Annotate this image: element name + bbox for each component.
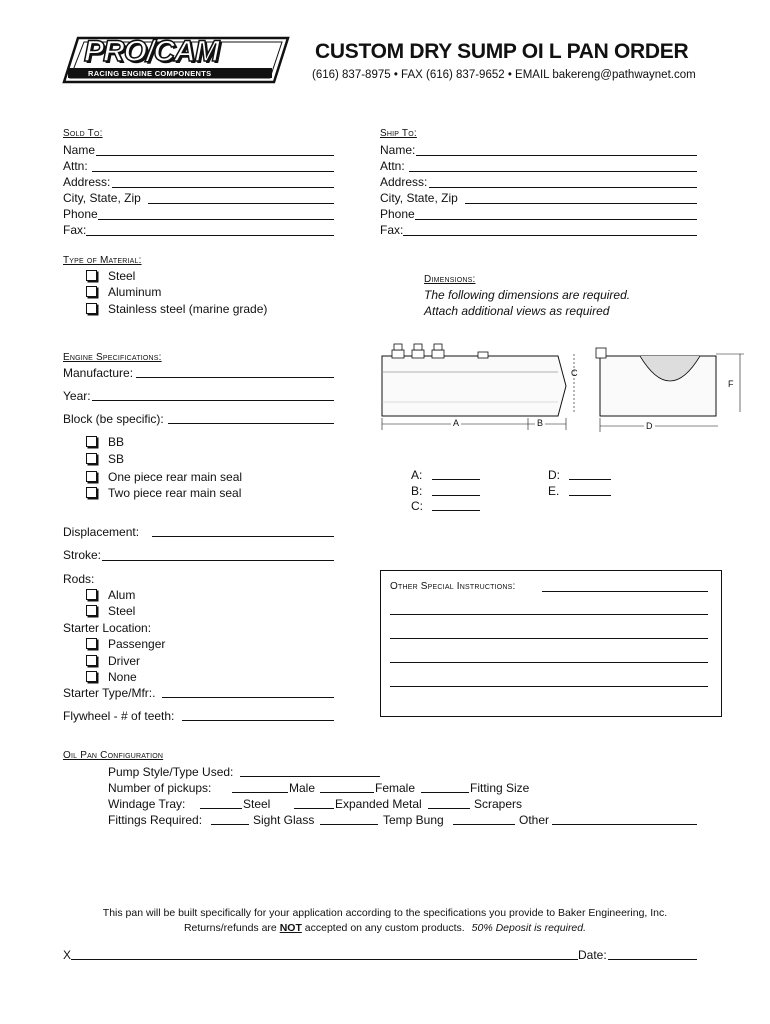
sold-name-label: Name [63,143,96,157]
footer-refund-policy [0,921,770,935]
fittings-other-label: Other [519,813,550,827]
dim-c-label: C: [411,499,423,513]
windage-label: Windage Tray: [108,797,186,811]
date-field[interactable] [608,959,697,960]
dim-a-label: A: [411,468,423,482]
refund-text-a: Returns/refunds are [183,922,277,934]
sold-address-label: Address: [63,175,111,189]
starter-passenger-checkbox[interactable] [86,638,97,649]
signature-x: X [63,948,72,962]
block-label: Block (be specific): [63,412,164,426]
block-one-piece-checkbox[interactable] [86,471,97,482]
pump-label: Pump Style/Type Used: [108,765,234,779]
ship-name-field[interactable] [416,155,697,156]
sold-to-heading: Sold To: [63,128,103,139]
pickups-female-field[interactable] [320,792,374,793]
rods-steel-label: Steel [108,604,136,618]
dim-c-field[interactable] [432,510,480,511]
material-aluminum-label: Aluminum [108,285,162,299]
starter-driver-label: Driver [108,654,140,668]
dim-e-label: E. [548,484,560,498]
block-two-piece-checkbox[interactable] [86,487,97,498]
oil-pan-diagram [378,342,746,434]
sold-name-field[interactable] [96,155,334,156]
dim-d-label: D: [548,468,560,482]
sold-city-label: City, State, Zip [63,191,141,205]
year-field[interactable] [92,400,334,401]
starter-none-checkbox[interactable] [86,671,97,682]
date-label: Date: [578,948,607,962]
male-label: Male [289,781,316,795]
diagram-label-f: F [728,379,734,389]
material-steel-checkbox[interactable] [86,270,97,281]
stroke-label: Stroke: [63,548,102,562]
fittings-sight-label: Sight Glass [253,813,315,827]
starter-passenger-label: Passenger [108,637,166,651]
dim-a-field[interactable] [432,479,480,480]
diagram-label-b: B [537,418,544,428]
sold-phone-field[interactable] [98,219,334,220]
block-field[interactable] [168,423,334,424]
flywheel-label: Flywheel - # of teeth: [63,709,175,723]
windage-steel-field[interactable] [200,808,242,809]
windage-expanded-label: Expanded Metal [335,797,422,811]
dimensions-note-2: Attach additional views as required [424,304,610,318]
dimensions-heading: Dimensions: [424,274,476,285]
material-steel-label: Steel [108,269,136,283]
dim-d-field[interactable] [569,479,611,480]
ship-city-label: City, State, Zip [380,191,458,205]
displacement-label: Displacement: [63,525,140,539]
sold-attn-label: Attn: [63,159,88,173]
logo-wordmark: PRO/CAM [84,35,219,68]
block-bb-label: BB [108,435,125,449]
page-title: CUSTOM DRY SUMP OI L PAN ORDER [315,40,689,63]
block-bb-checkbox[interactable] [86,436,97,447]
special-instructions-line-1[interactable] [542,591,708,592]
special-instructions-line-2[interactable] [390,614,708,615]
manufacture-label: Manufacture: [63,366,134,380]
ship-address-field[interactable] [429,187,697,188]
fittings-temp-label: Temp Bung [383,813,444,827]
stroke-field[interactable] [102,560,334,561]
sold-address-field[interactable] [112,187,334,188]
block-two-piece-label: Two piece rear main seal [108,486,242,500]
fittings-label: Fittings Required: [108,813,203,827]
block-sb-label: SB [108,452,125,466]
fittings-other-text-field[interactable] [552,824,697,825]
special-instructions-heading: Other Special Instructions: [390,581,516,592]
female-label: Female [375,781,416,795]
material-heading: Type of Material: [63,255,142,266]
dim-e-field[interactable] [569,495,611,496]
ship-phone-field[interactable] [415,219,697,220]
config-heading: Oil Pan Configuration [63,750,164,761]
starter-type-label: Starter Type/Mfr:. [63,686,156,700]
refund-text-b: accepted on any custom products. [304,922,465,934]
material-stainless-label: Stainless steel (marine grade) [108,302,268,316]
windage-scrapers-field[interactable] [428,808,470,809]
contact-info: (616) 837-8975 • FAX (616) 837-9652 • EMAIL bakereng@pathwaynet.com [312,69,696,81]
pickups-male-field[interactable] [232,792,288,793]
ship-attn-field[interactable] [409,171,697,172]
fittings-other-field[interactable] [453,824,515,825]
engine-heading: Engine Specifications: [63,352,162,363]
ship-address-label: Address: [380,175,428,189]
refund-not: NOT [279,922,302,934]
rods-steel-checkbox[interactable] [86,605,97,616]
windage-steel-label: Steel [243,797,271,811]
ship-attn-label: Attn: [380,159,405,173]
fittings-sight-field[interactable] [211,824,249,825]
sold-fax-label: Fax: [63,223,87,237]
fittings-temp-field[interactable] [320,824,378,825]
fitting-size-label: Fitting Size [470,781,530,795]
sold-city-field[interactable] [148,203,334,204]
sold-attn-field[interactable] [92,171,334,172]
special-instructions-line-4[interactable] [390,662,708,663]
dim-b-label: B: [411,484,423,498]
windage-expanded-field[interactable] [294,808,334,809]
starter-none-label: None [108,670,137,684]
footer-disclaimer: This pan will be built specifically for your application according to the specifications you provide to Baker Engineering, Inc. [102,907,668,919]
special-instructions-line-3[interactable] [390,638,708,639]
starter-driver-checkbox[interactable] [86,655,97,666]
ship-city-field[interactable] [465,203,697,204]
dim-b-field[interactable] [432,495,480,496]
company-logo [60,34,292,86]
diagram-label-a: A [453,418,460,428]
diagram-label-d: D [646,421,653,431]
starter-location-label: Starter Location: [63,621,152,635]
ship-name-label: Name: [380,143,416,157]
dimensions-note-1: The following dimensions are required. [424,288,631,302]
sold-phone-label: Phone [63,207,98,221]
special-instructions-line-5[interactable] [390,686,708,687]
pickups-label: Number of pickups: [108,781,212,795]
block-sb-checkbox[interactable] [86,453,97,464]
block-one-piece-label: One piece rear main seal [108,470,243,484]
pump-field[interactable] [240,776,380,777]
logo-subtitle: RACING ENGINE COMPONENTS [88,69,212,78]
diagram-label-c: C [571,368,578,378]
rods-label: Rods: [63,572,95,586]
pickups-fitting-size-field[interactable] [421,792,469,793]
starter-type-field[interactable] [162,697,334,698]
ship-fax-field[interactable] [403,235,697,236]
windage-scrapers-label: Scrapers [474,797,523,811]
rods-alum-checkbox[interactable] [86,589,97,600]
material-aluminum-checkbox[interactable] [86,286,97,297]
manufacture-field[interactable] [136,377,334,378]
sold-fax-field[interactable] [86,235,334,236]
flywheel-field[interactable] [182,720,334,721]
ship-phone-label: Phone [380,207,415,221]
ship-to-heading: Ship To: [380,128,417,139]
year-label: Year: [63,389,91,403]
signature-field[interactable] [71,959,578,960]
displacement-field[interactable] [152,536,334,537]
ship-fax-label: Fax: [380,223,404,237]
deposit-note: 50% Deposit is required. [471,922,587,934]
rods-alum-label: Alum [108,588,136,602]
material-stainless-checkbox[interactable] [86,303,97,314]
